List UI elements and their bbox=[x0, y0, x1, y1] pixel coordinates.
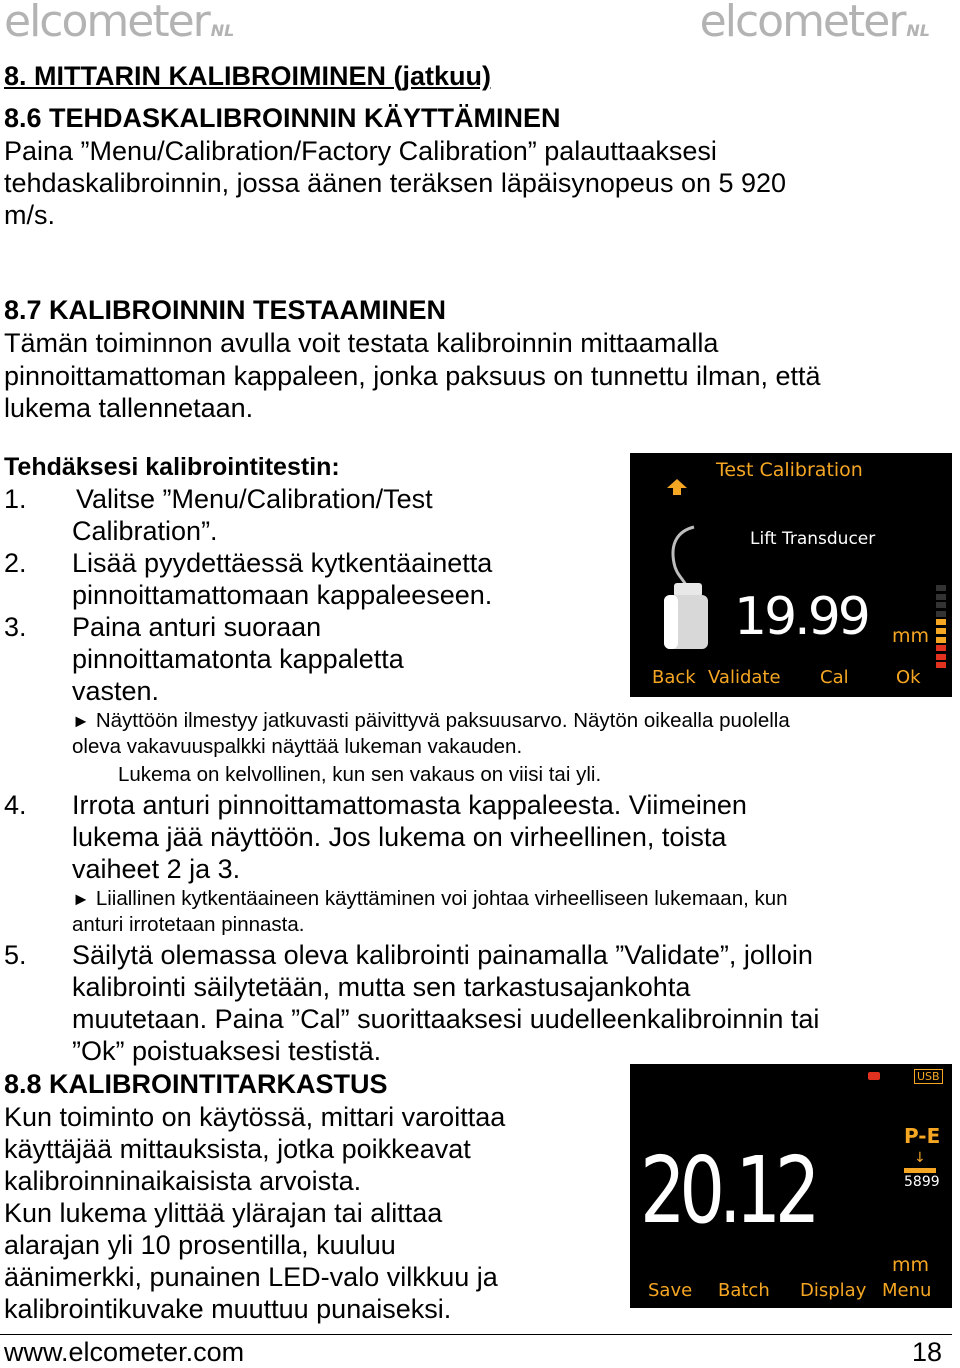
paragraph-line: kalibrointikuvake muuttuu punaiseksi. bbox=[4, 1294, 452, 1324]
stability-segment bbox=[936, 594, 946, 600]
softkey-ok[interactable]: Ok bbox=[896, 667, 921, 688]
paragraph-line: pinnoittamattoman kappaleen, jonka paksuus on tunnettu ilman, että bbox=[4, 361, 821, 391]
note-line: Lukema on kelvollinen, kun sen vakaus on viisi tai yli. bbox=[118, 763, 602, 786]
stability-segment bbox=[936, 662, 946, 668]
limit-value: 5899 bbox=[904, 1174, 940, 1190]
softkey-save[interactable]: Save bbox=[648, 1280, 693, 1301]
page-title: 8. MITTARIN KALIBROIMINEN (jatkuu) bbox=[4, 61, 491, 91]
note-line: anturi irrotetaan pinnasta. bbox=[72, 913, 305, 936]
usb-icon: USB bbox=[914, 1069, 943, 1084]
paragraph-line: Kun toiminto on käytössä, mittari varoittaa bbox=[4, 1102, 506, 1132]
note-line: ► Liiallinen kytkentäaineen käyttäminen voi johtaa virheelliseen lukemaan, kun bbox=[72, 887, 788, 910]
step-line: pinnoittamatonta kappaletta bbox=[72, 644, 404, 674]
step-line: Säilytä olemassa oleva kalibrointi painamalla ”Validate”, jolloin bbox=[72, 940, 813, 970]
note-line: ► Näyttöön ilmestyy jatkuvasti päivittyvä paksuusarvo. Näytön oikealla puolella bbox=[72, 709, 790, 732]
stability-segment bbox=[936, 585, 946, 591]
elcometer-logo: elcometer NL bbox=[699, 0, 930, 47]
step-number: 1. bbox=[4, 484, 27, 514]
elcometer-logo: elcometer NL bbox=[4, 0, 235, 47]
step-line: Valitse ”Menu/Calibration/Test bbox=[76, 484, 433, 514]
stability-segment bbox=[936, 645, 946, 651]
paragraph-line: m/s. bbox=[4, 200, 55, 230]
step-number: 4. bbox=[4, 790, 27, 820]
mode-label: P-E bbox=[904, 1124, 941, 1148]
unit-label: mm bbox=[892, 625, 930, 647]
stability-segment bbox=[936, 611, 946, 617]
battery-icon bbox=[868, 1072, 880, 1080]
softkey-menu[interactable]: Menu bbox=[882, 1280, 932, 1301]
stability-bar bbox=[936, 585, 946, 671]
note-line: oleva vakavuuspalkki näyttää lukeman vakauden. bbox=[72, 735, 523, 758]
step-line: Irrota anturi pinnoittamattomasta kappaleesta. Viimeinen bbox=[72, 790, 747, 820]
paragraph-line: lukema tallennetaan. bbox=[4, 393, 254, 423]
softkey-back[interactable]: Back bbox=[652, 667, 696, 688]
down-arrow-icon: ↓ bbox=[914, 1150, 926, 1166]
paragraph-line: Tämän toiminnon avulla voit testata kalibroinnin mittaamalla bbox=[4, 328, 719, 358]
softkey-validate[interactable]: Validate bbox=[708, 667, 781, 688]
step-number: 2. bbox=[4, 548, 27, 578]
footer-divider bbox=[0, 1334, 952, 1335]
reading-value: 20.12 bbox=[640, 1137, 815, 1244]
softkey-batch[interactable]: Batch bbox=[718, 1280, 770, 1301]
section-heading: 8.6 TEHDASKALIBROINNIN KÄYTTÄMINEN bbox=[4, 103, 561, 133]
transducer-icon bbox=[648, 523, 712, 653]
paragraph-line: tehdaskalibroinnin, jossa äänen teräksen läpäisynopeus on 5 920 bbox=[4, 168, 787, 198]
paragraph-line: äänimerkki, punainen LED-valo vilkkuu ja bbox=[4, 1262, 498, 1292]
paragraph-line: Kun lukema ylittää ylärajan tai alittaa bbox=[4, 1198, 443, 1228]
gauge-screen-measurement bbox=[630, 1064, 952, 1308]
section-heading: 8.7 KALIBROINNIN TESTAAMINEN bbox=[4, 295, 447, 325]
step-number: 5. bbox=[4, 940, 27, 970]
unit-label: mm bbox=[892, 1254, 930, 1276]
step-line: Calibration”. bbox=[72, 516, 218, 546]
softkey-display[interactable]: Display bbox=[800, 1280, 867, 1301]
step-line: vaiheet 2 ja 3. bbox=[72, 854, 241, 884]
step-line: muutetaan. Paina ”Cal” suorittaaksesi uudelleenkalibroinnin tai bbox=[72, 1004, 820, 1034]
screen-prompt: Lift Transducer bbox=[750, 529, 876, 549]
step-line: vasten. bbox=[72, 676, 160, 706]
paragraph-line: käyttäjää mittauksista, jotka poikkeavat bbox=[4, 1134, 471, 1164]
section-heading: 8.8 KALIBROINTITARKASTUS bbox=[4, 1069, 388, 1099]
page-number: 18 bbox=[911, 1337, 942, 1367]
step-line: Paina anturi suoraan bbox=[72, 612, 322, 642]
step-line: Lisää pyydettäessä kytkentäainetta bbox=[72, 548, 493, 578]
up-arrow-icon bbox=[666, 477, 688, 497]
gauge-screen-test-calibration bbox=[630, 453, 952, 697]
limit-bar bbox=[904, 1168, 936, 1173]
step-line: ”Ok” poistuaksesi testistä. bbox=[72, 1036, 382, 1066]
paragraph-line: alarajan yli 10 prosentilla, kuuluu bbox=[4, 1230, 396, 1260]
paragraph-line: Paina ”Menu/Calibration/Factory Calibration” palauttaaksesi bbox=[4, 136, 717, 166]
step-line: pinnoittamattomaan kappaleeseen. bbox=[72, 580, 493, 610]
reading-value: 19.99 bbox=[734, 587, 868, 647]
step-line: kalibrointi säilytetään, mutta sen tarkastusajankohta bbox=[72, 972, 691, 1002]
step-line: lukema jää näyttöön. Jos lukema on virheellinen, toista bbox=[72, 822, 727, 852]
sub-heading: Tehdäksesi kalibrointitestin: bbox=[4, 453, 340, 481]
stability-segment bbox=[936, 619, 946, 625]
stability-segment bbox=[936, 628, 946, 634]
footer-url[interactable]: www.elcometer.com bbox=[4, 1337, 245, 1367]
softkey-cal[interactable]: Cal bbox=[820, 667, 849, 688]
screen-title: Test Calibration bbox=[716, 459, 863, 481]
step-number: 3. bbox=[4, 612, 27, 642]
paragraph-line: kalibroinninaikaisista arvoista. bbox=[4, 1166, 362, 1196]
stability-segment bbox=[936, 602, 946, 608]
stability-segment bbox=[936, 637, 946, 643]
stability-segment bbox=[936, 654, 946, 660]
